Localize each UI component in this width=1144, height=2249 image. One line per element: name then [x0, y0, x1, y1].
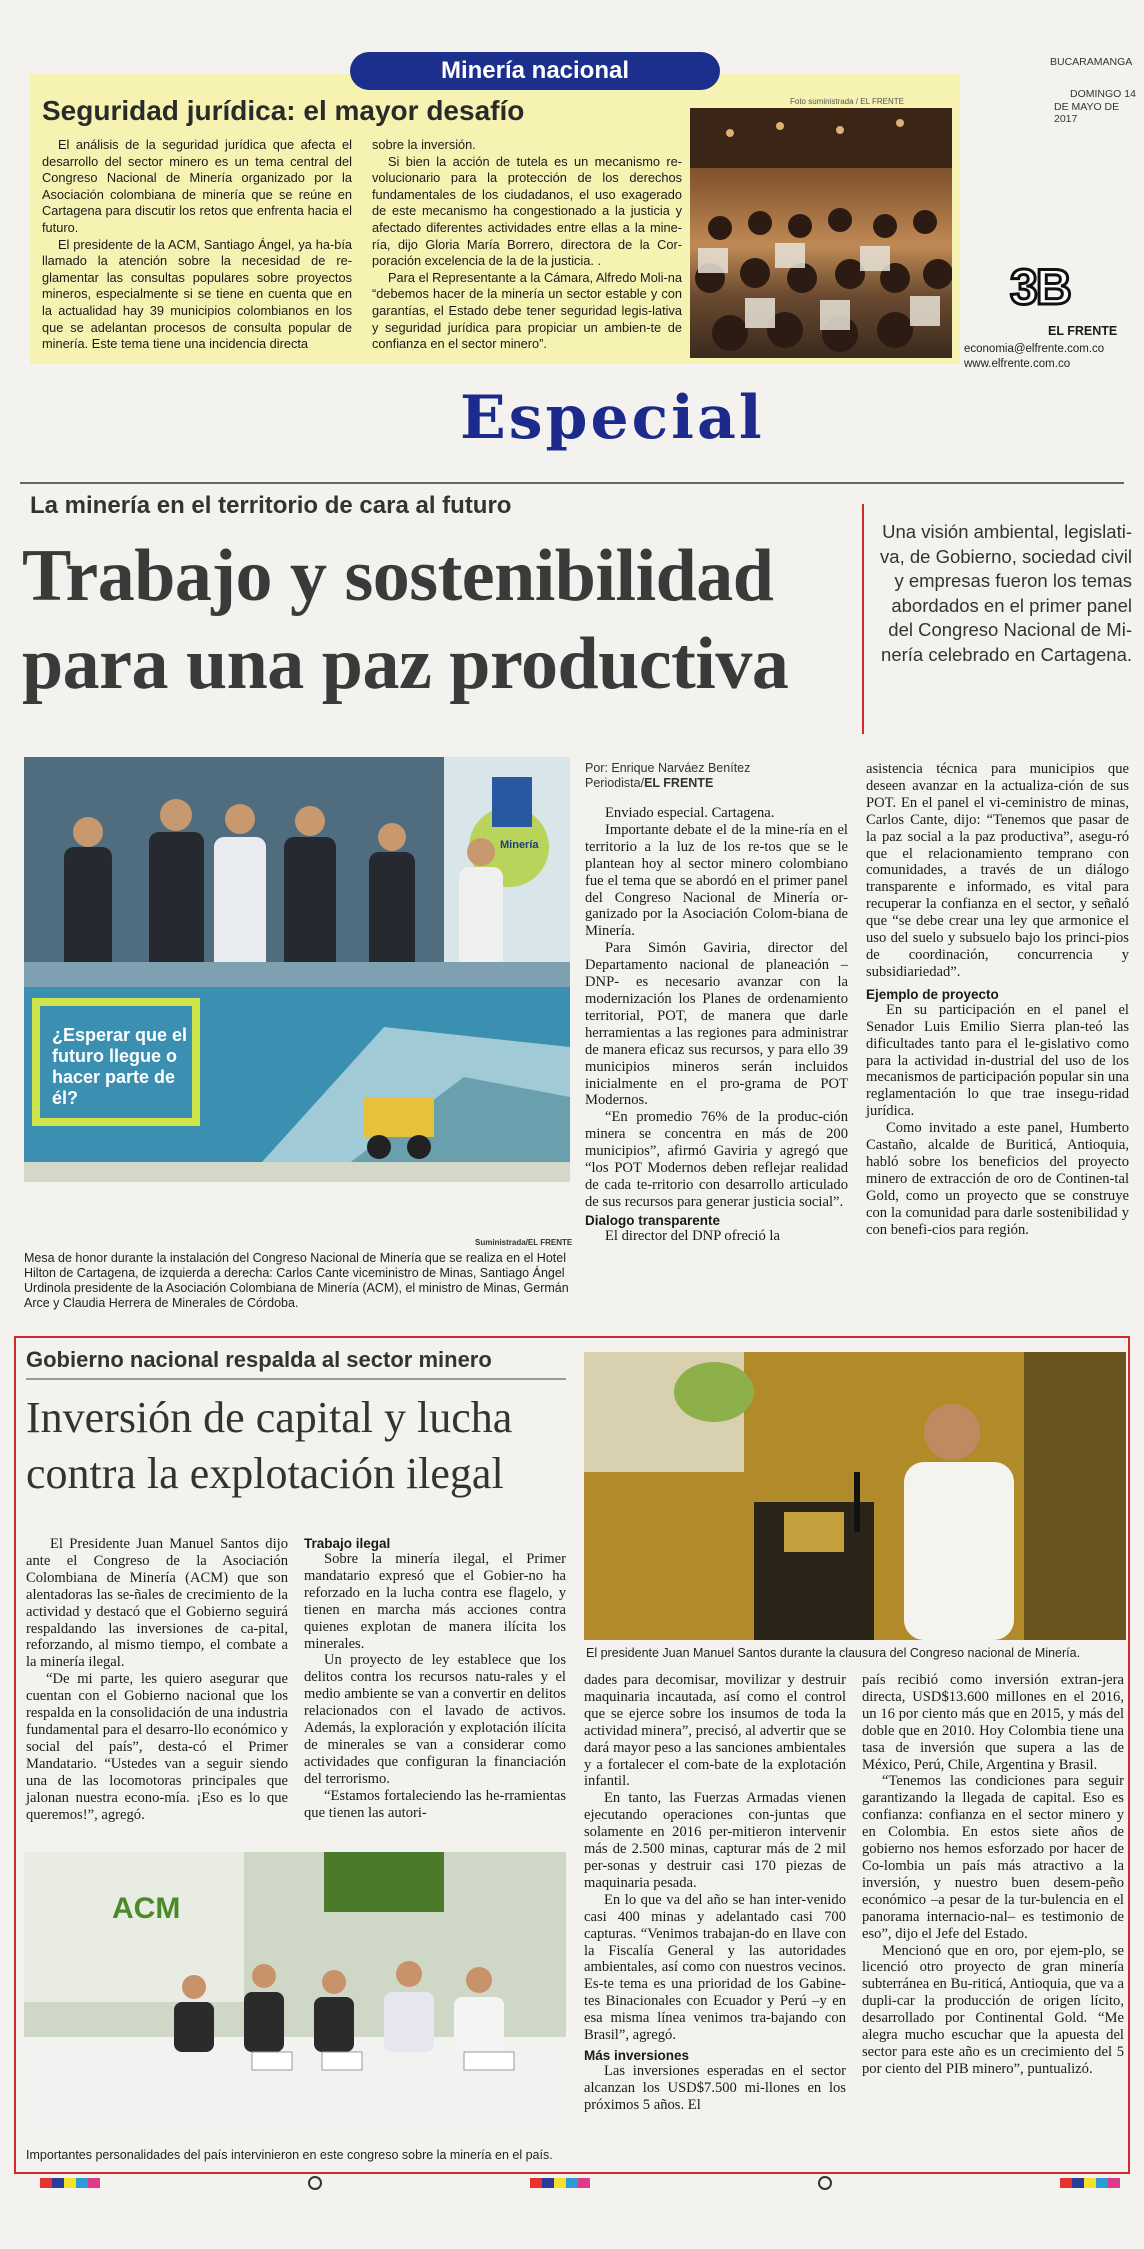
article1-headline-line1: Trabajo y sostenibilidad	[22, 535, 774, 617]
deck-rule	[862, 504, 864, 734]
a2c2-p2: Un proyecto de ley establece que los delitos contra los recursos natu-rales y el medio ambiente se van a convertir en delitos relacionados con el lavado de activos. Además, la exploración y explotación ilícita de minerales se van a considerar como actividades que configuran la financiación del terrorismo.	[304, 1652, 566, 1787]
article1-headline-line2: para una paz productiva	[22, 623, 789, 705]
a1c2-p1: asistencia técnica para municipios que deseen avanzar en la actualiza-ción de sus POT. En el panel el vi-ceministro de minas, Carlos Cante, dijo: “Tenemos que pasar de la paz social a la paz productiva”, asegu-ró que el relacionamiento temprano con comunidades, a través de un diálogo transparente e informado, es vital para recuperar la confianza en el sector, y señaló que “se debe crear una ley que armonice el uso del suelo y subsuelo bajo los princi-pios de coordinación, concurrencia y subsidiariedad”.	[866, 761, 1129, 980]
a2-subhead-inversiones: Más inversiones	[584, 2047, 690, 2063]
top-col2-p3: Para el Representante a la Cámara, Alfredo Moli-na “debemos hacer de la minería un sector estable y con garantías, el Estado debe tener seguridad legis-lativa y seguridad jurídica para propiciar un ambien-te de confianza en el sector minero”.	[372, 269, 682, 352]
top-col2-p1: sobre la inversión.	[372, 137, 476, 152]
a2c3-p1: dades para decomisar, movilizar y destruir maquinaria incautada, así como el control que se ejerce sobre los insumos de toda la actividad minera”, precisó, al advertir que se dará mayor peso a las sanciones ambientales y a fortalecer el com-bate de la explotación infantil.	[584, 1672, 846, 1790]
article1-kicker: La minería en el territorio de cara al futuro	[30, 492, 512, 519]
top-col1-p2: El presidente de la ACM, Santiago Ángel, ya ha-bía llamado la atención sobre la necesidad de re-glamentar las consultas populares sobre proyectos mineros, especialmente si se tiene en cuenta que en la actualidad hay 39 municipios colombianos en los que se adelantan procesos de consulta popular de minería. Este tema tiene una incidencia directa	[42, 236, 352, 352]
article2-headline-line2: contra la explotación ilegal	[26, 1449, 504, 1498]
color-bar-center	[530, 2178, 590, 2188]
photo-credit: Suministrada/EL FRENTE	[475, 1238, 573, 1247]
article1-deck: Una visión ambiental, legislati-va, de Gobierno, sociedad civil y empresas fueron los temas abordados en el primer panel del Congreso Nacional de Mi-nería celebrado en Cartagena.	[880, 521, 1132, 665]
a1c1-p4: “En promedio 76% de la produc-ción minera se concentra en más de 200 municipios”, afirmó Gaviria y agregó que “los POT Modernos deben reflejar realidad de cada te-rritorio con desarrollo articulado de sus recursos para generar justicia social”.	[585, 1109, 848, 1210]
section-banner-label: Minería nacional	[440, 57, 630, 84]
page-number: 3B	[1010, 259, 1070, 315]
panel-photo	[24, 1852, 566, 2140]
article2-headline	[26, 1390, 512, 1502]
a2c4-p1: país recibió como inversión extran-jera directa, USD$13.600 millones en el 2016, un 16 por ciento más que en 2015, y más del doble que en 2010. Hoy Colombia tiene una tasa de inversión que supera a las de México, Perú, Chile, Argentina y Brasil.	[862, 1672, 1124, 1773]
byline-role	[585, 776, 750, 791]
a1c1-p5: El director del DNP ofreció la	[605, 1227, 780, 1244]
panel-illustration	[24, 1852, 566, 2140]
a1c2-p2: En su participación en el panel el Senador Luis Emilio Sierra plan-teó las dificultades tanto para el le-gislativo como para la actividad in-dustrial del uso de los mecanismos de participación popular sin una reglamentación lo que trae insegu-ridad jurídica.	[866, 1001, 1130, 1120]
masthead-paper: EL FRENTE	[1048, 324, 1118, 338]
honor-table-illustration	[24, 757, 570, 987]
section-title-especial: Especial	[460, 383, 765, 453]
article1-col-1	[585, 805, 848, 1245]
byline-author: Por: Enrique Narváez Benítez	[585, 761, 751, 775]
panel-photo-caption: Importantes personalidades del país intervinieron en este congreso sobre la minería en el país.	[26, 2148, 553, 2162]
a2c4-p2: “Tenemos las condiciones para seguir garantizando la llegada de capital. Eso es confianza: confianza en el sector minero y en Colombia. En estos siete años de gobierno nos hemos esforzado por hacer de Co-lombia un país más atractivo a la inversión, y nuestro buen desem-peño económico –a pesar de la tur-bulencia en el panorama internacio-nal– es testimonio de eso”, dijo el Jefe del Estado.	[862, 1773, 1124, 1942]
top-headline: Seguridad jurídica: el mayor desafío	[42, 95, 525, 126]
top-col-2	[372, 137, 682, 353]
president-illustration	[584, 1352, 1126, 1640]
registration-mark-center	[818, 2176, 832, 2190]
a1c1-p1: Enviado especial. Cartagena.	[605, 805, 775, 821]
color-bar-right	[1060, 2178, 1120, 2188]
byline-role-prefix: Periodista/	[585, 776, 645, 790]
a2c3-p3: En lo que va del año se han inter-venido casi 400 minas y adelantado casi 700 capturas. “Venimos trabajan-do en llave con la Fiscalía General y las autoridades ambientales, así como con nuestros vecinos. Es-te tema es una prioridad de los Gabine-tes Binacionales con Ecuador y Perú –y en esa misma línea venimos tra-bajando con Brasil”, agregó.	[584, 1891, 846, 2044]
a2c2-p3: “Estamos fortaleciendo las he-rramientas que tienen las autori-	[304, 1787, 566, 1821]
section-rule	[20, 482, 1124, 484]
a1-subhead-ejemplo: Ejemplo de proyecto	[866, 986, 999, 1002]
top-col1-p1: El análisis de la seguridad jurídica que afecta el desarrollo del sector minero es un tema central del Congreso Nacional de Minería organizado por la Asociación colombiana de minería que se reúne en Cartagena para discutir los retos que enfrenta hacia el futuro.	[42, 137, 352, 235]
article2-col-3	[584, 1672, 846, 2114]
president-photo-caption: El presidente Juan Manuel Santos durante la clausura del Congreso nacional de Minería.	[586, 1646, 1081, 1660]
masthead-city: BUCARAMANGA	[1050, 56, 1133, 68]
article2-kicker: Gobierno nacional respalda al sector minero	[26, 1347, 492, 1372]
a2c3-p4: Las inversiones esperadas en el sector alcanzan los USD$7.500 mi-llones en los próximos 5 años. El	[584, 2062, 846, 2113]
masthead-date-1: DOMINGO 14	[1070, 88, 1136, 100]
banner-question: ¿Esperar que el futuro llegue o hacer parte de él?	[52, 1025, 188, 1108]
a1c1-p2: Importante debate el de la mine-ría en el territorio a la luz de los re-tos que se le plantean hoy al sector minero colombiano fue el tema que se abordó en el primer panel del Congreso Nacional de Minería or-ganizado por la Asociación Colom-biana de Minería.	[585, 821, 848, 940]
honor-table-photo	[24, 757, 570, 987]
top-col-1	[42, 137, 352, 353]
a2c1-p2: “De mi parte, les quiero asegurar que cuentan con el Gobierno nacional que los respalda en la consolidación de una industria fundamental para el desarro-llo económico y social del país”, desta-có el Primer Mandatario. “Ustedes van a seguir siendo una de las locomotoras principales que jalonan nuestra econo-mía. ¡Eso es lo que queremos!”, agregó.	[26, 1671, 288, 1823]
a2c3-p2: En tanto, las Fuerzas Armadas vienen ejecutando operaciones con-juntas que solamente en 2016 per-mitieron intervenir más de 2.500 minas, capturar más de 2 mil per-sonas y destruir casi 170 piezas de maquinaria pesada.	[584, 1790, 846, 1891]
photo-sign-mineria: Minería	[500, 839, 539, 851]
conference-banner-photo	[24, 987, 570, 1182]
article1-byline	[585, 761, 750, 791]
article1-col-2	[866, 761, 1129, 1238]
a1c2-p3: Como invitado a este panel, Humberto Castaño, alcalde de Buriticá, Antioquia, habló sobre los beneficios del proyecto minero de extracción de oro de Continen-tal Gold, como un proyecto que se construye con la comunidad para darle sostenibilidad y con benefi-cios para región.	[866, 1120, 1129, 1238]
a2c4-p3: Mencionó que en oro, por ejem-plo, se licenció otro proyecto de gran minería subterránea en Bu-riticá, Antioquia, que va a dupli-car la producción de origen lícito, desarrollado por Continental Gold. “Me alegra mucho escuchar que la apuesta del sector para este año es un crecimiento del 5 por ciento del PIB minero”, puntualizó.	[862, 1942, 1124, 2077]
panel-logo-acm: ACM	[112, 1892, 181, 1925]
byline-paper: EL FRENTE	[644, 776, 714, 790]
article1-headline	[22, 532, 788, 708]
registration-mark-left	[308, 2176, 322, 2190]
top-photo-credit: Foto suministrada / EL FRENTE	[790, 97, 904, 106]
a2c2-p1: Sobre la minería ilegal, el Primer mandatario expresó que el Gobier-no ha reforzado en la lucha contra ese flagelo, y tienen en marcha más acciones contra quienes explotan de manera ilícita los minerales.	[304, 1551, 566, 1652]
a2c1-p1: El Presidente Juan Manuel Santos dijo ante el Congreso de la Asociación Colombiana de Minería (ACM) que son alentadoras las se-ñales de crecimiento de la actividad y destacó que el Gobierno seguirá respaldando las inversiones de ca-pital, reforzando, al mismo tiempo, el combate a la minería ilegal.	[26, 1536, 288, 1671]
masthead-web[interactable]: www.elfrente.com.co	[964, 358, 1071, 370]
top-col2-p2: Si bien la acción de tutela es un mecanismo re-volucionario para la protección de los derechos fundamentales de los ciudadanos, el uso exagerado de este mecanismo ha congestionado a la justicia y afectado diferentes actividades entre ellas a la mine-ría, dijo Gloria María Borrero, directora de la Cor-poración excelencia de la de la justicia. .	[372, 153, 682, 269]
article2-col-4	[862, 1672, 1124, 2078]
article2-col-2	[304, 1536, 566, 1822]
kicker-rule	[26, 1378, 566, 1380]
masthead-date-2: DE MAYO DE 2017	[1054, 101, 1120, 125]
a2-subhead-trabajo: Trabajo ilegal	[304, 1536, 391, 1551]
audience-illustration	[690, 108, 952, 358]
color-bar-left	[40, 2178, 100, 2188]
a1-subhead-dialogo: Dialogo transparente	[585, 1212, 721, 1228]
masthead-email[interactable]: economia@elfrente.com.co	[964, 343, 1105, 355]
conference-audience-photo	[690, 108, 952, 358]
a1c1-p3: Para Simón Gaviria, director del Departamento nacional de planeación –DNP- es necesario avanzar con la modernización los Planes de ordenamiento territorial, POT, de manera que darle herramientas a las regiones para administrar de manera eficaz sus recursos, y para ello 39 municipios mineros serán incluidos inicialmente en el pro-grama de POT Modernos.	[585, 940, 848, 1109]
section-banner	[350, 52, 720, 90]
president-speech-photo	[584, 1352, 1126, 1640]
article1-caption: Mesa de honor durante la instalación del Congreso Nacional de Minería que se realiza en el Hotel Hilton de Cartagena, de izquierda a derecha: Carlos Cante viceministro de Minas, Santiago Ángel Urdinola presidente de la Asociación Colombiana de Minería (ACM), el ministro de Minas, Germán Arce y Claudia Herrera de Minerales de Córdoba.	[24, 1251, 569, 1310]
article2-headline-line1: Inversión de capital y lucha	[26, 1393, 513, 1442]
article2-col-1	[26, 1536, 288, 1823]
